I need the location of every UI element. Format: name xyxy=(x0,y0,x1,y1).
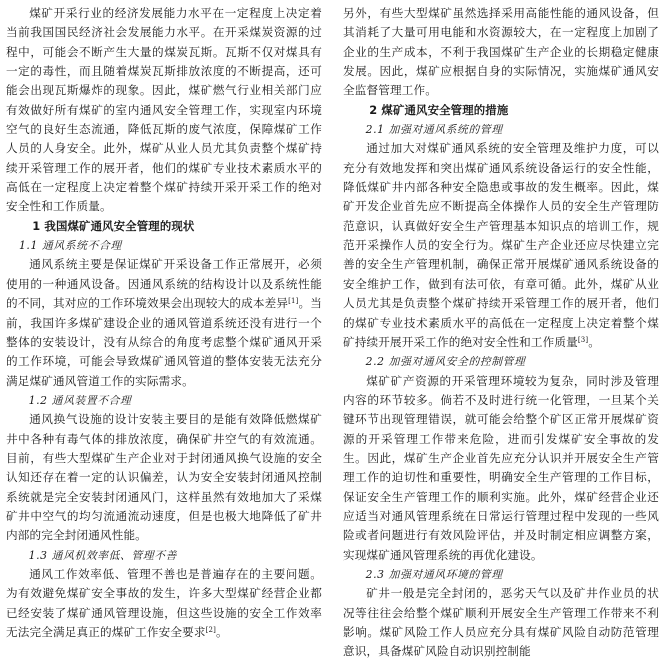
paragraph-text: 。 xyxy=(588,334,601,349)
section-2-2-paragraph: 煤矿矿产资源的开采管理环境较为复杂，同时涉及管理内容的环节较多。倘若不及时进行统一化管理，一旦某个关键环节出现管理错误，就可能会给整个矿区正常开展煤矿资源的开采管理工作带来危险，进而引发煤矿安全事故的发生。因此，煤矿生产企业首先应充分认识并开展安全生产管理工作的迫切性和重要性，明确安全生产管理的工作目标，保证安全生产管理工作的顺利实施。此外，煤矿经营企业还应适当对通风管理系统在日常运行管理过程中发现的一些风险或者问题进行有效风险评估，并及时制定相应调整方案，实现煤矿通风管理系统的再优化建设。 xyxy=(343,373,659,562)
continued-paragraph: 另外，有些大型煤矿虽然选择采用高能性能的通风设备，但其消耗了大量可用电能和水资源较大，在一定程度上加剧了企业的生产成本，不利于我国煤矿生产企业的长期稳定健康发展。因此，煤矿应根据自身的实际情况，实施煤矿通风安全监督管理工作。 xyxy=(343,6,659,98)
section-2-3-paragraph: 矿井一般是完全封闭的，恶劣天气以及矿井作业员的状况等往往会给整个煤矿顺利开展安全生产管理工作带来不利影响。煤矿风险工作人员应充分具有煤矿风险自动防范管理意识，具备煤矿风险自动识别控制能 xyxy=(343,586,659,659)
paragraph-text: 。 xyxy=(216,625,228,639)
section-1-1-heading: 1.1 通风系统不合理 xyxy=(18,239,122,253)
section-1-heading: 1 我国煤矿通风安全管理的现状 xyxy=(32,218,195,233)
paragraph-text: 通风工作效率低、管理不善也是普遍存在的主要问题。为有效避免煤矿安全事故的发生，许多大型煤矿经营企业都已经安装了煤矿通风管理设施，但这些设施的安全工作效率无法完全满足真正的煤矿工作安全要求 xyxy=(6,566,322,639)
right-column xyxy=(343,4,659,662)
section-1-2-paragraph: 通风换气设施的设计安装主要目的是能有效降低燃煤矿井中各种有毒气体的排放浓度，确保矿井空气的有效流通。目前，有些大型煤矿生产企业对于封闭通风换气设施的安全认知还存在着一定的认识偏差，认为安全安装封闭通风控制系统就是完全安装封闭通风门，这样虽然有效地加大了采煤矿井中空气的均匀流通流动速度，但是也极大地降低了矿井内部的完全封闭通风性能。 xyxy=(6,412,322,543)
section-1-2-heading: 1.2 通风装置不合理 xyxy=(28,393,132,407)
citation-ref: [1] xyxy=(288,297,299,306)
citation-ref: [2] xyxy=(205,626,217,634)
section-1-3-paragraph xyxy=(6,565,322,642)
section-2-1-heading: 2.1 加强对通风系统的管理 xyxy=(365,123,503,137)
paragraph-text: 。当前，我国许多煤矿建设企业的通风管道系统还没有进行一个整体的安装设计，没有从综合的角度考虑整个煤矿通风开采的工作环境，可能会导致煤矿通风管道的整体安装无法充分满足煤矿通风管道工作的实际需求。 xyxy=(6,296,322,388)
section-1-1-paragraph xyxy=(6,255,322,390)
citation-ref: [3] xyxy=(577,335,589,344)
section-2-2-heading: 2.2 加强对通风安全的控制管理 xyxy=(365,355,526,369)
left-column xyxy=(6,4,322,642)
section-2-1-paragraph xyxy=(343,139,659,352)
intro-paragraph: 煤矿开采行业的经济发展能力水平在一定程度上决定着当前我国国民经济社会发展能力水平。在开采煤炭资源的过程中，可能会不断产生大量的煤炭瓦斯。瓦斯不仅对煤具有一定的毒性，而且随着煤炭瓦斯排放浓度的不断提高，还可能会出现瓦斯爆炸的现象。因此，煤矿燃气行业相关部门应有效做好所有煤矿的室内通风安全管理工作，实现室内环境空气的良好生态流通，降低瓦斯的废气浓度，保障煤矿工作人员的人身安全。此外，煤矿从业人员尤其负责整个煤矿持续开采管理工作的展开者，他们的煤矿专业技术素质水平的高低在一定程度上决定着整个煤矿持续开采开采工作的绝对安全性和工作质量。 xyxy=(6,6,322,214)
paragraph-text: 通风系统主要是保证煤矿开采设备工作正常展开，必须使用的一种通风设备。因通风系统的结构设计以及系统性能的不同，其对应的工作环境效果会出现较大的成本差异 xyxy=(6,257,322,311)
section-1-3-heading: 1.3 通风机效率低、管理不善 xyxy=(28,548,178,562)
paragraph-text: 通过加大对煤矿通风系统的安全管理及维护力度，可以充分有效地发挥和突出煤矿通风系统设备运行的安全性能，降低煤矿井内部各种安全隐患或事故的发生概率。因此，煤矿开发企业首先应不断提高全体操作人员的安全生产管理防范意识，认真做好安全生产管理基本知识点的培训工作，规范开采操作人员的安全行为。煤矿生产企业还应尽快建立完善的安全生产管理机制，确保正常开展煤矿通风系统设备的安全维护工作，做到有法可依，有章可循。此外，煤矿从业人员尤其是负责整个煤矿持续开采管理工作的展开者，他们的煤矿专业技术素质水平的高低在一定程度上决定着整个煤矿持续开展开采工作的绝对安全性和工作质量 xyxy=(343,141,659,349)
section-2-heading: 2 煤矿通风安全管理的措施 xyxy=(369,102,509,117)
section-2-3-heading: 2.3 加强对通风环境的管理 xyxy=(365,567,503,581)
